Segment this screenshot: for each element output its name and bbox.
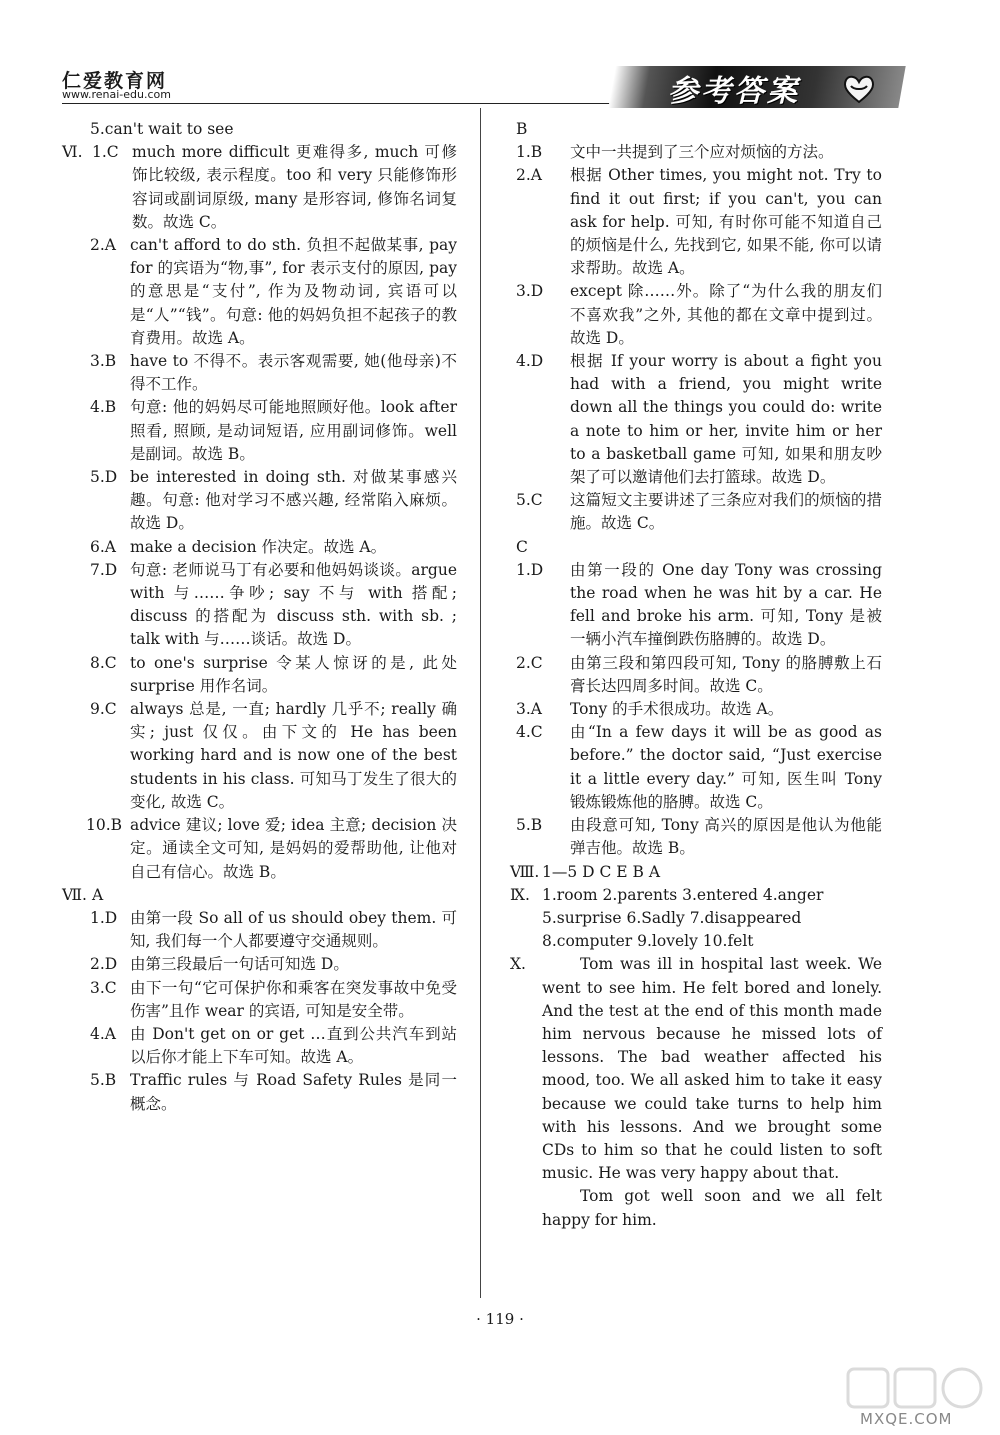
item-text: much more difficult 更难得多, much 可修饰比较级, 表示程度。too 和 very 只能修饰形容词或副词原级, many 是形容词, 修饰名词复数。故选 C。 — [132, 143, 457, 231]
answer-item — [510, 698, 882, 721]
item-number: 2.A — [516, 166, 542, 185]
header-rule — [62, 103, 622, 104]
item-number: 5.D — [90, 468, 118, 487]
item-number: 2.D — [90, 955, 118, 974]
item-number: 10.B — [86, 816, 123, 835]
answer-item — [510, 350, 882, 489]
item-number: 4.A — [90, 1024, 116, 1043]
answer-item — [62, 234, 457, 350]
item-number: 4.B — [90, 398, 117, 417]
essay-paragraph: Tom was ill in hospital last week. We went to see him. He felt bored and lonely. And the test at the end of this month made him nervous because he missed lots of lessons. The bad weather affected his mood, too. We all asked him to take it easy because we could take turns to help him with his lessons. And we brought some CDs to him so that he could listen to soft music. He was very happy about that. — [542, 955, 882, 1183]
answer-item — [62, 652, 457, 698]
item-text: except 除……外。除了“为什么我的朋友们不喜欢我”之外, 其他的都在文章中提到过。故选 D。 — [570, 282, 882, 347]
item-text: 句意: 老师说马丁有必要和他妈妈谈谈。argue with 与……争吵; say 不与 with 搭配; discuss 的搭配为 discuss sth. with sb. ; talk with 与……谈话。故选 D。 — [130, 560, 457, 649]
section-label: Ⅸ. — [510, 885, 530, 904]
item-text: 由第三段最后一句话可知选 D。 — [130, 955, 349, 974]
item-number: 1.C — [92, 143, 119, 162]
left-column — [62, 118, 457, 1116]
brand-title: 仁爱教育网 — [62, 70, 168, 92]
item-text — [542, 884, 882, 954]
heart-icon — [842, 74, 876, 104]
answer-item — [510, 141, 882, 164]
answer-item — [62, 907, 457, 953]
item-text: 1—5 D C E B A — [542, 862, 661, 881]
essay-paragraph: Tom got well soon and we all felt happy for him. — [542, 1187, 882, 1229]
item-text: Tony 的手术很成功。故选 A。 — [570, 700, 784, 719]
answer-item — [510, 559, 882, 652]
item-number: 5.B — [516, 816, 543, 835]
column-divider — [480, 108, 481, 1298]
item-text: make a decision 作决定。故选 A。 — [130, 537, 387, 556]
answer-item — [62, 350, 457, 396]
page-number: · 119 · — [476, 1310, 524, 1328]
answer-item — [62, 698, 457, 814]
item-number: 3.B — [90, 352, 117, 371]
item-number: 1.D — [516, 560, 544, 579]
banner-title: 参考答案 — [668, 74, 800, 109]
item-text: 根据 If your worry is about a fight you had with a friend, you might write down all the things you could do: write a note to him or her, invite him or her to a basketball game 可知, 如果和朋友吵架了可以邀请他们去打篮球。故选 D。 — [570, 352, 882, 487]
item-number: 9.C — [90, 700, 117, 719]
section-label: Ⅵ. — [62, 143, 83, 162]
item-text: 句意: 他的妈妈尽可能地照顾好他。look after 照看, 照顾, 是动词短语, 应用副词修饰。well 是副词。故选 B。 — [130, 398, 457, 463]
answer-item — [62, 396, 457, 466]
item-text: 由第一段 So all of us should obey them. 可知, 我们每一个人都要遵守交通规则。 — [130, 908, 457, 951]
section-label: Ⅶ. — [62, 885, 87, 904]
word-line: 5.surprise 6.Sadly 7.disappeared — [542, 908, 802, 927]
passage-label: B — [516, 120, 528, 138]
answer-item — [510, 721, 882, 814]
item-text: 由“In a few days it will be as good as before.” the doctor said, “Just exercise it a little every day.” 可知, 医生叫 Tony 锻炼锻炼他的胳膊。故选 C。 — [570, 723, 882, 811]
answer-item — [510, 814, 882, 860]
item-text: can't afford to do sth. 负担不起做某事, pay for 的宾语为“物,事”, for 表示支付的原因, pay 的意思是“支付”, 作为及物动词, 宾语可以是“人”“钱”。句意: 他的妈妈负担不起孩子的教育费用。故选 A。 — [130, 236, 457, 347]
answer-item — [62, 559, 457, 652]
item-text: advice 建议; love 爱; idea 主意; decision 决定。通读全文可知, 是妈妈的爱帮助他, 让他对自己有信心。故选 B。 — [130, 816, 457, 881]
item-number: 8.C — [90, 653, 117, 672]
item-text: 由第一段的 One day Tony was crossing the road when he was hit by a car. He fell and broke his arm. 可知, Tony 是被一辆小汽车撞倒跌伤胳膊的。故选 D。 — [570, 560, 882, 649]
item-text: 文中一共提到了三个应对烦恼的方法。 — [570, 143, 834, 162]
section-label: Ⅷ. — [510, 862, 540, 881]
item-number: 5.B — [90, 1071, 117, 1090]
item-number: 6.A — [90, 537, 116, 556]
item-text: Traffic rules 与 Road Safety Rules 是同一概念。 — [130, 1071, 457, 1113]
item-text: 根据 Other times, you might not. Try to find it out first; if you can't, you can ask for help. 可知, 有时你可能不知道自己的烦恼是什么, 先找到它, 如果不能, 你可以请求帮助。故选 A。 — [570, 166, 882, 278]
watermark-text: MXQE.COM — [860, 1410, 953, 1428]
answer-item — [510, 164, 882, 280]
item-number: 3.C — [90, 978, 117, 997]
answer-item — [510, 884, 882, 954]
item-number: 1.B — [516, 143, 543, 162]
item-text: have to 不得不。表示客观需要, 她(他母亲)不得不工作。 — [130, 352, 457, 394]
item-number: 2.C — [516, 653, 543, 672]
answer-item — [62, 141, 457, 234]
item-text: 由 Don't get on or get …直到公共汽车到站以后你才能上下车可知。故选 A。 — [130, 1024, 457, 1067]
right-column — [510, 118, 882, 1232]
answer-item — [62, 977, 457, 1023]
brand-url: www.renai-edu.com — [62, 88, 171, 101]
answer-item — [510, 861, 882, 884]
item-number: 3.A — [516, 700, 542, 719]
item-text: 由第三段和第四段可知, Tony 的胳膊敷上石膏长达四周多时间。故选 C。 — [570, 653, 882, 695]
item-text: 由下一句“它可保护你和乘客在突发事故中免受伤害”且作 wear 的宾语, 可知是安全带。 — [130, 978, 457, 1020]
section-heading — [62, 884, 457, 907]
section-label: Ⅹ. — [510, 955, 526, 974]
item-number: 4.C — [516, 723, 543, 742]
answer-item: 5.can't wait to see — [90, 120, 234, 138]
answer-item — [510, 652, 882, 698]
answer-item — [510, 489, 882, 535]
item-number: 3.D — [516, 282, 544, 301]
item-number: 2.A — [90, 236, 116, 255]
answer-item — [510, 280, 882, 350]
answer-item — [62, 1069, 457, 1115]
item-number: 7.D — [90, 560, 118, 579]
word-line: 8.computer 9.lovely 10.felt — [542, 932, 754, 951]
answer-item — [62, 536, 457, 559]
item-number: 1.D — [90, 908, 118, 927]
item-number: 4.D — [516, 352, 544, 371]
item-number: 5.C — [516, 491, 543, 510]
essay-section — [510, 953, 882, 1231]
answer-item — [62, 466, 457, 536]
page-header — [0, 0, 1000, 115]
word-line: 1.room 2.parents 3.entered 4.anger — [542, 885, 824, 904]
essay-text — [542, 953, 882, 1231]
answer-item — [62, 814, 457, 884]
passage-label: C — [516, 537, 528, 556]
item-text: 由段意可知, Tony 高兴的原因是他认为他能弹吉他。故选 B。 — [570, 816, 882, 858]
answer-item — [62, 953, 457, 976]
passage-label: A — [92, 885, 104, 904]
item-text: always 总是, 一直; hardly 几乎不; really 确实; just 仅仅。由下文的 He has been working hard and is now one of the best students in his class. 可知马丁发生了很大的变化, 故选 C。 — [130, 700, 457, 811]
answer-item — [62, 1023, 457, 1069]
item-text: to one's surprise 令某人惊讶的是, 此处 surprise 用作名词。 — [130, 653, 457, 695]
item-text: be interested in doing sth. 对做某事感兴趣。句意: 他对学习不感兴趣, 经常陷入麻烦。故选 D。 — [130, 468, 457, 533]
item-text: 这篇短文主要讲述了三条应对我们的烦恼的措施。故选 C。 — [570, 491, 882, 533]
